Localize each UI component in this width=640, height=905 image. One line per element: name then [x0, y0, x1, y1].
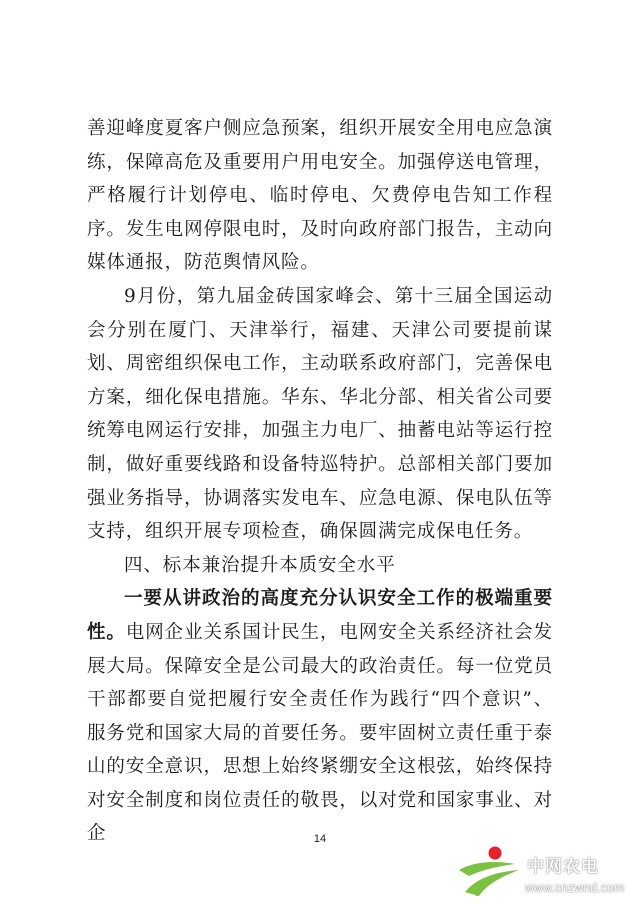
- paragraph-political-safety: [87, 582, 553, 851]
- page-content: [87, 112, 553, 851]
- paragraph-body-text: 电网企业关系国计民生，电网安全关系经济社会发展大局。保障安全是公司最大的政治责任。每一位党员干部都要自觉把履行安全责任作为践行“四个意识”、服务党和国家大局的首要任务。要牢固树立责任重于泰山的安全意识，思想上始终紧绷安全这根弦，始终保持对安全制度和岗位责任的敬畏，以对党和国家事业、对企: [87, 621, 553, 845]
- watermark-site-name: 中网农电: [527, 857, 599, 877]
- paragraph-continuation: 善迎峰度夏客户侧应急预案，组织开展安全用电应急演练，保障高危及重要用户用电安全。加强停送电管理，严格履行计划停电、临时停电、欠费停电告知工作程序。发生电网停限电时，及时向政府部门报告，主动向媒体通报，防范舆情风险。: [87, 118, 553, 274]
- watermark-site-url: www.cnzwnd.com: [525, 881, 625, 895]
- cnzwnd-logo-icon: [455, 840, 525, 900]
- site-watermark: [455, 840, 640, 905]
- section-heading-4: 四、标本兼治提升本质安全水平: [124, 554, 396, 576]
- page-number: 14: [313, 833, 327, 845]
- paragraph-lead-sentence: 一要从讲政治的高度充分认识安全工作的极端重要性。: [87, 588, 553, 643]
- paragraph-power-supply-guarantee: 9月份，第九届金砖国家峰会、第十三届全国运动会分别在厦门、天津举行，福建、天津公司要提前谋划、周密组织保电工作，主动联系政府部门，完善保电方案，细化保电措施。华东、华北分部、相关省公司要统筹电网运行安排，加强主力电厂、抽蓄电站等运行控制，做好重要线路和设备特巡特护。总部相关部门要加强业务指导，协调落实发电车、应急电源、保电队伍等支持，组织开展专项检查，确保圆满完成保电任务。: [87, 285, 553, 543]
